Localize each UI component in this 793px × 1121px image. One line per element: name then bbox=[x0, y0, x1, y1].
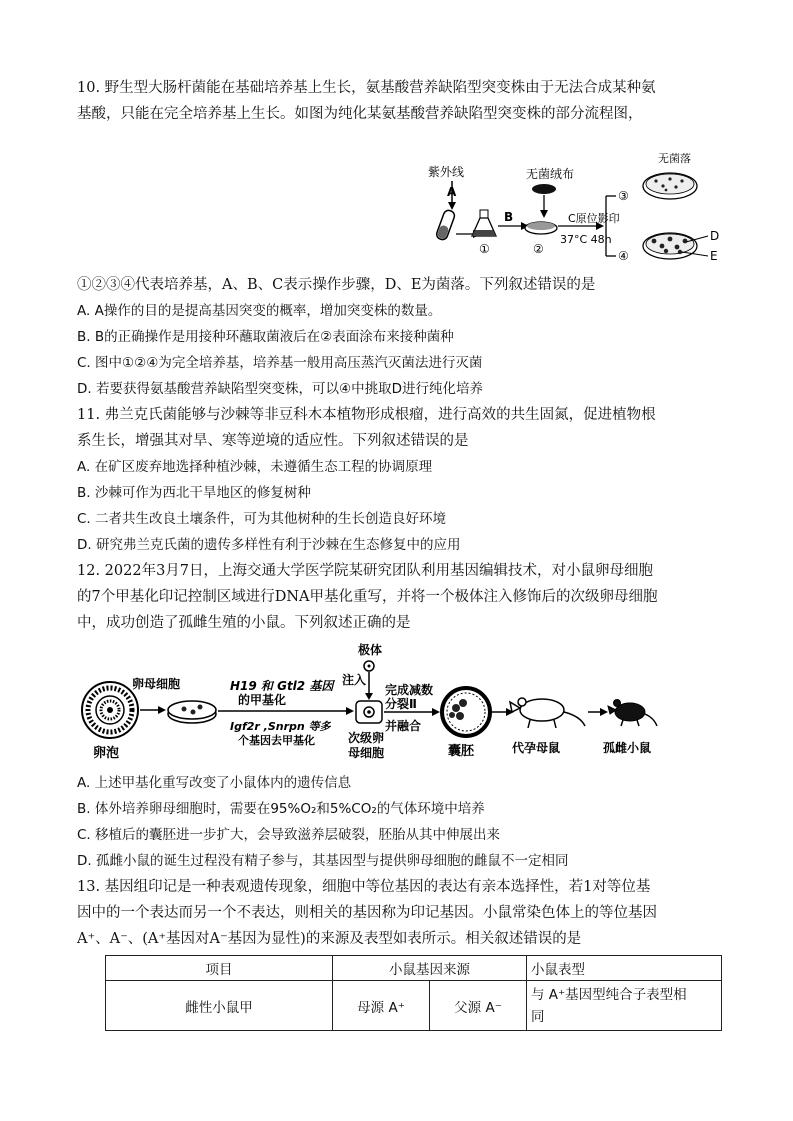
q10-temp-label: 37°C 48h bbox=[560, 233, 612, 246]
q12-text-line2: 的7个甲基化印记控制区域进行DNA甲基化重写，并将一个极体注入修饰后的次级卵母细胞 bbox=[77, 589, 658, 605]
q10-uv-label: 紫外线 bbox=[428, 165, 465, 179]
q12-meiosis-label-2: 分裂Ⅱ bbox=[385, 697, 417, 711]
table-cell-father: 父源 A⁻ bbox=[430, 981, 527, 1031]
q10-colony-e: E bbox=[710, 249, 718, 263]
q12-demeth-label-1: Igf2r ,Snrpn 等多 bbox=[230, 720, 331, 733]
q11-option-c: C. 二者共生改良土壤条件，可为其他树种的生长创造良好环境 bbox=[77, 511, 447, 527]
q10-plate-1: ① bbox=[479, 242, 490, 256]
q12-option-d: D. 孤雌小鼠的诞生过程没有精子参与，其基因型与提供卵母细胞的雌鼠不一定相同 bbox=[77, 853, 569, 869]
q11-option-d: D. 研究弗兰克氏菌的遗传多样性有利于沙棘在生态修复中的应用 bbox=[77, 537, 461, 553]
q10-plate-3: ③ bbox=[618, 189, 629, 203]
table-header-item: 项目 bbox=[106, 956, 333, 981]
q10-option-a: A. A操作的目的是提高基因突变的概率，增加突变株的数量。 bbox=[77, 303, 442, 319]
q13-text-line3: A⁺、A⁻、(A⁺基因对A⁻基因为显性)的来源及表型如表所示。相关叙述错误的是 bbox=[77, 931, 582, 947]
q12-polar-label: 极体 bbox=[358, 643, 383, 657]
q12-oocyte-label: 卵母细胞 bbox=[132, 677, 181, 691]
q12-option-c: C. 移植后的囊胚进一步扩大，会导致滋养层破裂，胚胎从其中伸展出来 bbox=[77, 827, 501, 843]
q10-text-line1: 10. 野生型大肠杆菌能在基础培养基上生长，氨基酸营养缺陷型突变株由于无法合成某种氨 bbox=[77, 80, 656, 96]
follicle-icon bbox=[82, 682, 138, 738]
table-cell-phenotype-line2: 同 bbox=[531, 1008, 545, 1025]
q12-text-line1: 12. 2022年3月7日，上海交通大学医学院某研究团队利用基因编辑技术，对小鼠卵母细胞 bbox=[77, 563, 654, 579]
table-cell-mother: 母源 A⁺ bbox=[333, 981, 430, 1031]
q12-meth-label-1: H19 和 Gtl2 基因 bbox=[230, 679, 334, 693]
q12-secondary-label-1: 次级卵 bbox=[348, 731, 385, 745]
q10-figure bbox=[420, 148, 730, 273]
culture-dish-icon bbox=[168, 701, 216, 723]
q12-meiosis-label-1: 完成减数 bbox=[385, 683, 434, 697]
q12-meth-label-2: 的甲基化 bbox=[238, 693, 287, 707]
q10-text-line2: 基酸，只能在完全培养基上生长。如图为纯化某氨基酸营养缺陷型突变株的部分流程图， bbox=[77, 106, 643, 122]
q10-plate-2: ② bbox=[533, 242, 544, 256]
q10-velvet-label: 无菌绒布 bbox=[526, 167, 575, 181]
table-header-phenotype: 小鼠表型 bbox=[527, 956, 722, 981]
table-cell-item: 雌性小鼠甲 bbox=[106, 981, 333, 1031]
q10-text-line3: ①②③④代表培养基，A、B、C表示操作步骤，D、E为菌落。下列叙述错误的是 bbox=[77, 277, 596, 293]
table-cell-phenotype bbox=[527, 981, 722, 1031]
test-tube-icon bbox=[435, 209, 456, 241]
flask-icon bbox=[472, 210, 496, 236]
q12-secondary-label-2: 母细胞 bbox=[348, 746, 385, 760]
q12-pups-label: 孤雌小鼠 bbox=[603, 741, 652, 755]
q12-demeth-label-2: 个基因去甲基化 bbox=[238, 734, 315, 747]
q10-no-colony-label: 无菌落 bbox=[658, 152, 691, 165]
surrogate-mouse-icon bbox=[510, 698, 585, 728]
q10-option-c: C. 图中①②④为完全培养基，培养基一般用高压蒸汽灭菌法进行灭菌 bbox=[77, 355, 483, 371]
q11-text-line2: 系生长，增强其对旱、寒等逆境的适应性。下列叙述错误的是 bbox=[77, 433, 469, 449]
q10-replica-label: C原位影印 bbox=[568, 212, 620, 225]
q13-text-line1: 13. 基因组印记是一种表观遗传现象，细胞中等位基因的表达有亲本选择性，若1对等位基 bbox=[77, 879, 651, 895]
q10-option-b: B. B的正确操作是用接种环蘸取菌液后在②表面涂布来接种菌种 bbox=[77, 329, 454, 345]
blastocyst-icon bbox=[442, 688, 490, 736]
q11-option-a: A. 在矿区废弃地选择种植沙棘，未遵循生态工程的协调原理 bbox=[77, 459, 433, 475]
velvet-icon bbox=[532, 184, 556, 194]
q10-colony-d: D bbox=[710, 229, 720, 243]
q12-text-line3: 中，成功创造了孤雌生殖的小鼠。下列叙述正确的是 bbox=[77, 615, 411, 631]
pup-mouse-icon bbox=[608, 700, 657, 727]
q12-option-b: B. 体外培养卵母细胞时，需要在95%O₂和5%CO₂的气体环境中培养 bbox=[77, 801, 485, 817]
q12-blastocyst-label: 囊胚 bbox=[448, 744, 475, 759]
table-header-source: 小鼠基因来源 bbox=[333, 956, 527, 981]
q13-text-line2: 因中的一个表达而另一个不表达，则相关的基因称为印记基因。小鼠常染色体上的等位基因 bbox=[77, 905, 657, 921]
q11-option-b: B. 沙棘可作为西北干旱地区的修复树种 bbox=[77, 485, 311, 501]
q13-table bbox=[105, 955, 722, 1031]
table-cell-phenotype-line1: 与 A⁺基因型纯合子表型相 bbox=[531, 986, 687, 1003]
q12-fuse-label: 并融合 bbox=[385, 719, 422, 733]
q12-option-a: A. 上述甲基化重写改变了小鼠体内的遗传信息 bbox=[77, 775, 352, 791]
q11-text-line1: 11. 弗兰克氏菌能够与沙棘等非豆科木本植物形成根瘤，进行高效的共生固氮，促进植物根 bbox=[77, 407, 656, 423]
q10-step-b: B bbox=[504, 210, 514, 224]
q10-step-a: A bbox=[447, 185, 457, 199]
q12-follicle-label: 卵泡 bbox=[93, 746, 120, 761]
q10-plate-4: ④ bbox=[618, 249, 629, 263]
q12-figure bbox=[80, 640, 680, 770]
q10-option-d: D. 若要获得氨基酸营养缺陷型突变株，可以④中挑取D进行纯化培养 bbox=[77, 381, 483, 397]
q12-surrogate-label: 代孕母鼠 bbox=[512, 741, 561, 755]
q12-inject-label: 注入 bbox=[342, 673, 367, 687]
